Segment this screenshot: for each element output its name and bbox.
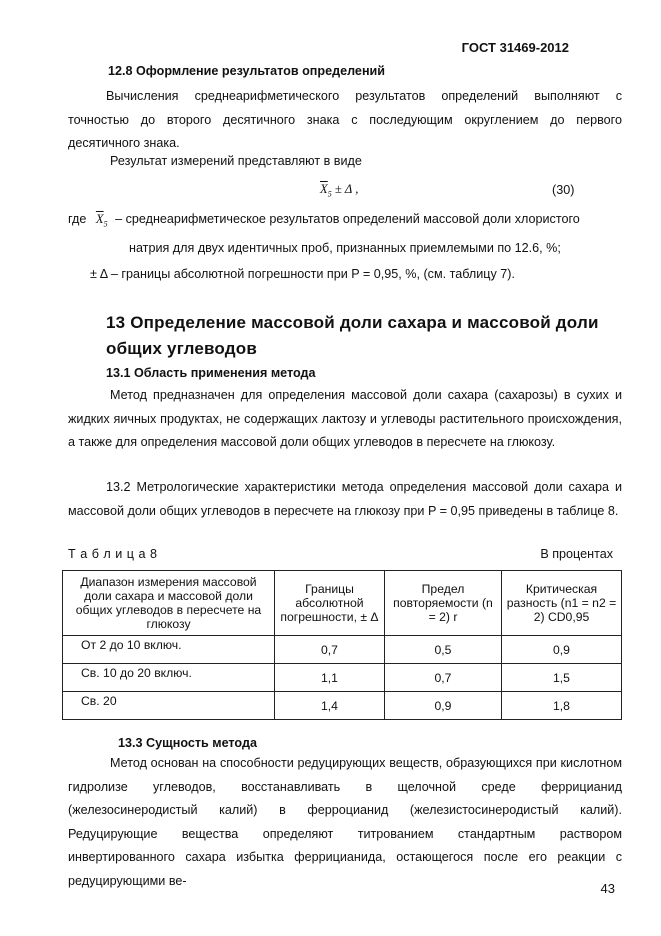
section-13-1-heading: 13.1 Область применения метода	[106, 366, 316, 380]
section-13-title: 13 Определение массовой доли сахара и массовой доли общих углеводов	[106, 313, 599, 358]
cell-repeatability: 0,7	[385, 664, 502, 692]
cell-repeatability: 0,9	[385, 692, 502, 720]
table-8	[62, 570, 622, 720]
header-error: Границы абсолютной погрешности, ± Δ	[275, 571, 385, 636]
delta-definition: ± Δ – границы абсолютной погрешности при P = 0,95, %, (см. таблицу 7).	[90, 267, 515, 281]
cell-range: Св. 10 до 20 включ.	[63, 664, 275, 692]
formula-number: (30)	[552, 183, 575, 197]
cell-error: 0,7	[275, 636, 385, 664]
cell-critical-difference: 1,8	[502, 692, 622, 720]
section-12-8-paragraph-2: Результат измерений представляют в виде	[110, 154, 362, 168]
formula-30: $\overline{X}_5 \pm \Delta$ ,	[320, 182, 359, 199]
header-repeatability: Предел повторяемости (n = 2) r	[385, 571, 502, 636]
cell-critical-difference: 0,9	[502, 636, 622, 664]
page-number: 43	[600, 881, 615, 896]
table-row	[63, 692, 622, 720]
section-13-3-paragraph: Метод основан на способности редуцирующих веществ, образующихся при кислотном гидролизе углеводов, восстанавливать в щелочной среде феррицианид (железосинеродистый калий) в ферроцианид (железистосинеродистый калий). Редуцирующие вещества определяют титрованием стандартным раствором инвертированного сахара избытка феррицианида, остающегося после его реакции с редуцирующими ве-	[68, 756, 622, 888]
cell-error: 1,4	[275, 692, 385, 720]
cell-repeatability: 0,5	[385, 636, 502, 664]
standard-number: ГОСТ 31469-2012	[461, 40, 569, 55]
section-13-1-paragraph: Метод предназначен для определения массовой доли сахара (сахарозы) в сухих и жидких яичных продуктах, не содержащих лактозу и углеводы растительного происхождения, а также для определения массовой доли общих углеводов в пересчете на глюкозу.	[68, 388, 622, 449]
cell-critical-difference: 1,5	[502, 664, 622, 692]
section-13-2-paragraph: 13.2 Метрологические характеристики метода определения массовой доли сахара и массовой доли общих углеводов в пересчете на глюкозу при P = 0,95 приведены в таблице 8.	[68, 480, 622, 518]
formula-subscript: 5	[327, 189, 332, 199]
formula-rest: ± Δ ,	[331, 182, 359, 196]
section-12-8-heading: 12.8 Оформление результатов определений	[108, 64, 386, 78]
table-header-row	[63, 571, 622, 636]
table-row	[63, 664, 622, 692]
header-critical-difference: Критическая разность (n1 = n2 = 2) CD0,95	[502, 571, 622, 636]
where-text: – среднеарифметическое результатов определений массовой доли хлористого	[115, 212, 580, 226]
cell-range: От 2 до 10 включ.	[63, 636, 275, 664]
section-13-3-heading: 13.3 Сущность метода	[118, 736, 257, 750]
cell-range: Св. 20	[63, 692, 275, 720]
table-caption: Т а б л и ц а 8	[68, 547, 158, 561]
cell-error: 1,1	[275, 664, 385, 692]
where-prefix: где	[68, 212, 87, 226]
where-definition: где $\overline{X}_5$ – среднеарифметическое результатов определений массовой доли хлористого	[68, 212, 580, 229]
where-continuation: натрия для двух идентичных проб, признанных приемлемыми по 12.6, %;	[129, 241, 561, 255]
header-range: Диапазон измерения массовой доли сахара и массовой доли общих углеводов в пересчете на глюкозу	[63, 571, 275, 636]
where-subscript: 5	[103, 219, 108, 229]
table-row	[63, 636, 622, 664]
table-units: В процентах	[540, 547, 613, 561]
section-12-8-paragraph-1: Вычисления среднеарифметического результатов определений выполняют с точностью до второго десятичного знака с последующим округлением до первого десятичного знака.	[68, 89, 622, 150]
